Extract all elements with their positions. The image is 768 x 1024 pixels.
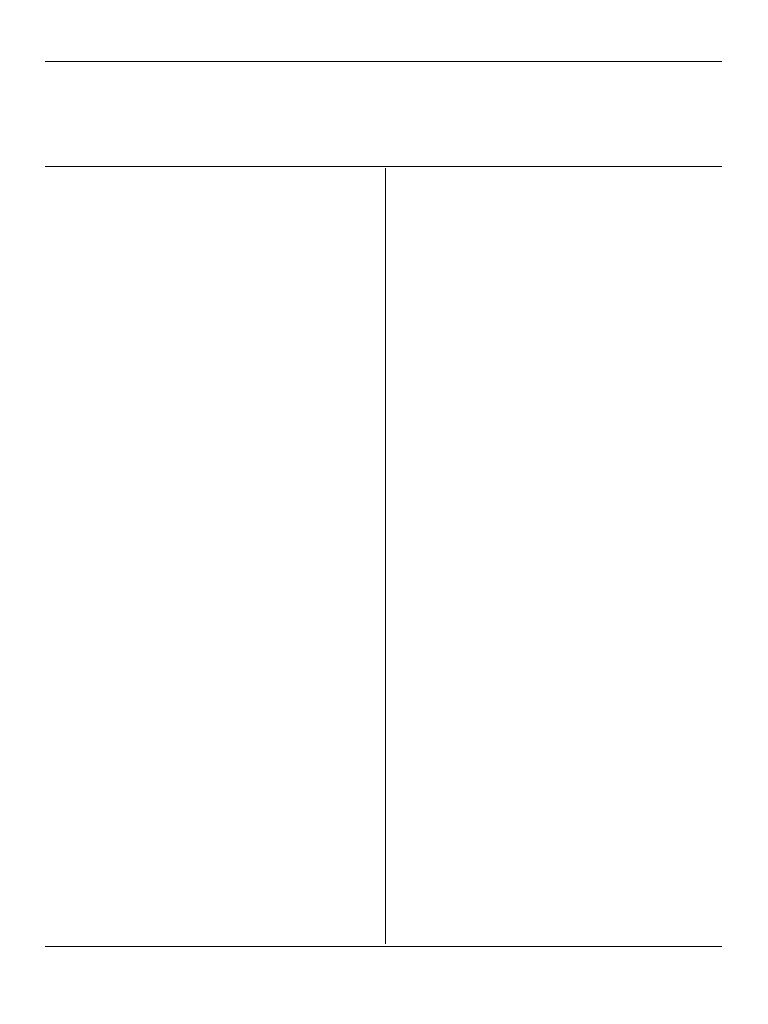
score-line	[47, 951, 117, 969]
header-divider	[45, 166, 722, 167]
footer-divider	[45, 946, 722, 947]
column-divider	[385, 168, 386, 944]
top-divider	[45, 61, 722, 62]
